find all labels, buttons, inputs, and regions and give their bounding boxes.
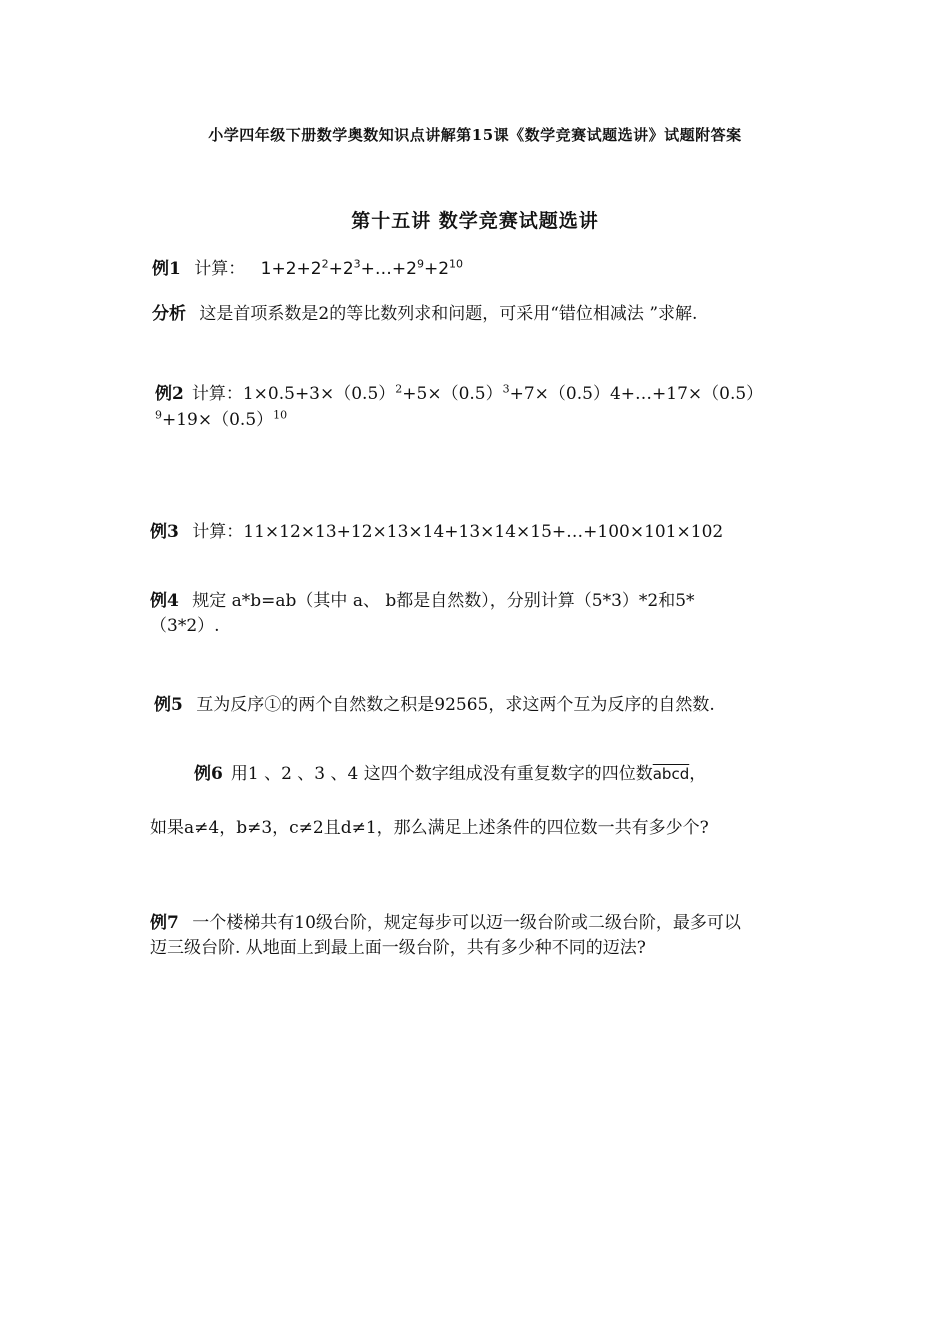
example-4-label: 例4 [150,591,179,611]
analysis-label: 分析 [152,304,186,324]
lecture-title: 第十五讲 数学竞赛试题选讲 [351,210,599,232]
example-4-line-1 [150,590,695,612]
analysis-text: 这是首项系数是2的等比数列求和问题，可采用“错位相减法 ”求解. [199,304,698,324]
example-6-label: 例6 [194,764,223,784]
example-7-text: 一个楼梯共有10级台阶，规定每步可以迈一级台阶或二级台阶，最多可以 [192,913,741,933]
example-1-expression: $1+2+2^2+2^3+\dots+2^9+2^{10}$ [260,257,464,279]
example-2-label: 例2 [155,384,184,404]
example-6-line-1: 例6 用1 、2 、3 、4 这四个数字组成没有重复数字的四位数abcd， [194,764,707,784]
example-4-line-2: （3*2）. [150,616,220,636]
example-5-label: 例5 [154,695,183,715]
example-4-text: 规定 a*b=ab（其中 a、 b都是自然数），分别计算（5*3）*2和5* [192,591,695,611]
example-1-label: 例1 [152,259,181,279]
example-2-line-1: 例2 计算：$1\times 0.5+3\times(0.5)^2+5\times(0.5)^3+7\times(0.5)4+\dots+17\times(0.5)$ [155,382,764,404]
analysis [152,303,697,325]
example-1-prompt: 计算： [194,259,246,279]
overlined-number: abcd [652,765,690,783]
example-6-line-2: 如果a≠4，b≠3，c≠2且d≠1，那么满足上述条件的四位数一共有多少个? [150,818,709,838]
example-3-text: 计算：11×12×13+12×13×14+13×14×15+…+100×101×102 [192,522,724,542]
example-1 [152,258,463,280]
example-5 [154,694,715,716]
example-7-line-1 [150,912,741,934]
example-3-label: 例3 [150,522,179,542]
example-7-label: 例7 [150,913,179,933]
example-5-text: 互为反序①的两个自然数之积是92565，求这两个互为反序的自然数. [196,695,715,715]
example-2-line-2: $^9+19\times(0.5)^{10}$ [155,408,288,430]
document-title: 小学四年级下册数学奥数知识点讲解第15课《数学竞赛试题选讲》试题附答案 [208,126,742,144]
example-3 [150,521,723,543]
example-7-line-2: 迈三级台阶. 从地面上到最上面一级台阶，共有多少种不同的迈法? [150,938,646,958]
